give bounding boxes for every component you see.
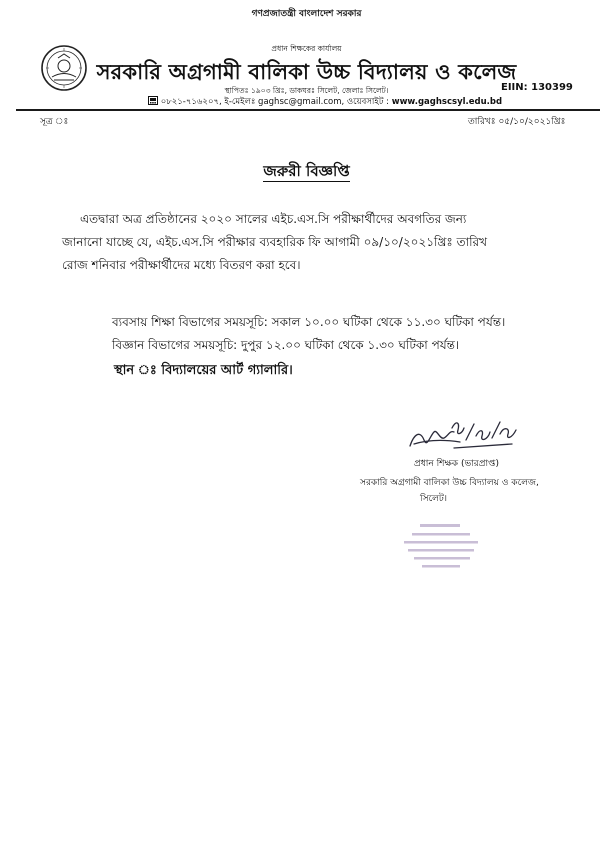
notice-line-1: এতদ্বারা অত্র প্রতিষ্ঠানের ২০২০ সালের এইচ.এস.সি পরীক্ষার্থীদের অবগতির জন্য xyxy=(80,212,467,226)
header-divider xyxy=(16,109,600,111)
contact-info xyxy=(148,95,502,109)
venue: স্থান ঃ বিদ্যালয়ের আর্ট গ্যালারি। xyxy=(114,363,293,378)
government-name: গণপ্রজাতন্ত্রী বাংলাদেশ সরকার xyxy=(251,9,362,19)
notice-line-3: রোজ শনিবার পরীক্ষার্থীদের মধ্যে বিতরণ করা হবে। xyxy=(62,258,301,272)
notice-title-text: জরুরী বিজ্ঞপ্তি xyxy=(263,162,350,180)
signatory-school: সরকারি অগ্রগামী বালিকা উচ্চ বিদ্যালয় ও কলেজ, xyxy=(360,478,539,488)
phone-icon xyxy=(148,97,161,107)
notice-title xyxy=(0,160,613,185)
science-schedule: বিজ্ঞান বিভাগের সময়সূচি: দুপুর ১২.০০ ঘটিকা থেকে ১.৩০ ঘটিকা পর্যন্ত। xyxy=(112,338,460,352)
established-info: স্থাপিতঃ ১৯০৩ খ্রিঃ, ডাকঘরঃ সিলেট, জেলাঃ সিলেট। xyxy=(224,86,389,95)
website-link[interactable]: www.gaghscsyl.edu.bd xyxy=(391,97,503,107)
faded-stamp xyxy=(394,520,506,584)
reference-label: সূত্র ঃ xyxy=(40,117,69,127)
signatory-city: সিলেট। xyxy=(420,494,447,504)
date-label: তারিখঃ ০৫/১০/২০২১খ্রিঃ xyxy=(468,117,566,127)
contact-text: ০৮২১-৭১৬২০৭, ই-মেইলঃ gaghsc@gmail.com, ওয়েবসাইট : xyxy=(160,97,392,107)
signatory-title: প্রধান শিক্ষক (ভারপ্রাপ্ত) xyxy=(414,459,499,469)
notice-line-2: জানানো যাচ্ছে যে, এইচ.এস.সি পরীক্ষার ব্যবহারিক ফি আগামী ০৯/১০/২০২১খ্রিঃ তারিখ xyxy=(62,235,488,249)
school-name: সরকারি অগ্রগামী বালিকা উচ্চ বিদ্যালয় ও কলেজ xyxy=(96,60,517,84)
handwritten-signature xyxy=(404,410,524,458)
office-name: প্রধান শিক্ষকের কার্যালয় xyxy=(271,44,342,53)
eiin-number: EIIN: 130399 xyxy=(501,82,573,93)
business-schedule: ব্যবসায় শিক্ষা বিভাগের সময়সূচি: সকাল ১০.০০ ঘটিকা থেকে ১১.৩০ ঘটিকা পর্যন্ত। xyxy=(112,315,506,329)
